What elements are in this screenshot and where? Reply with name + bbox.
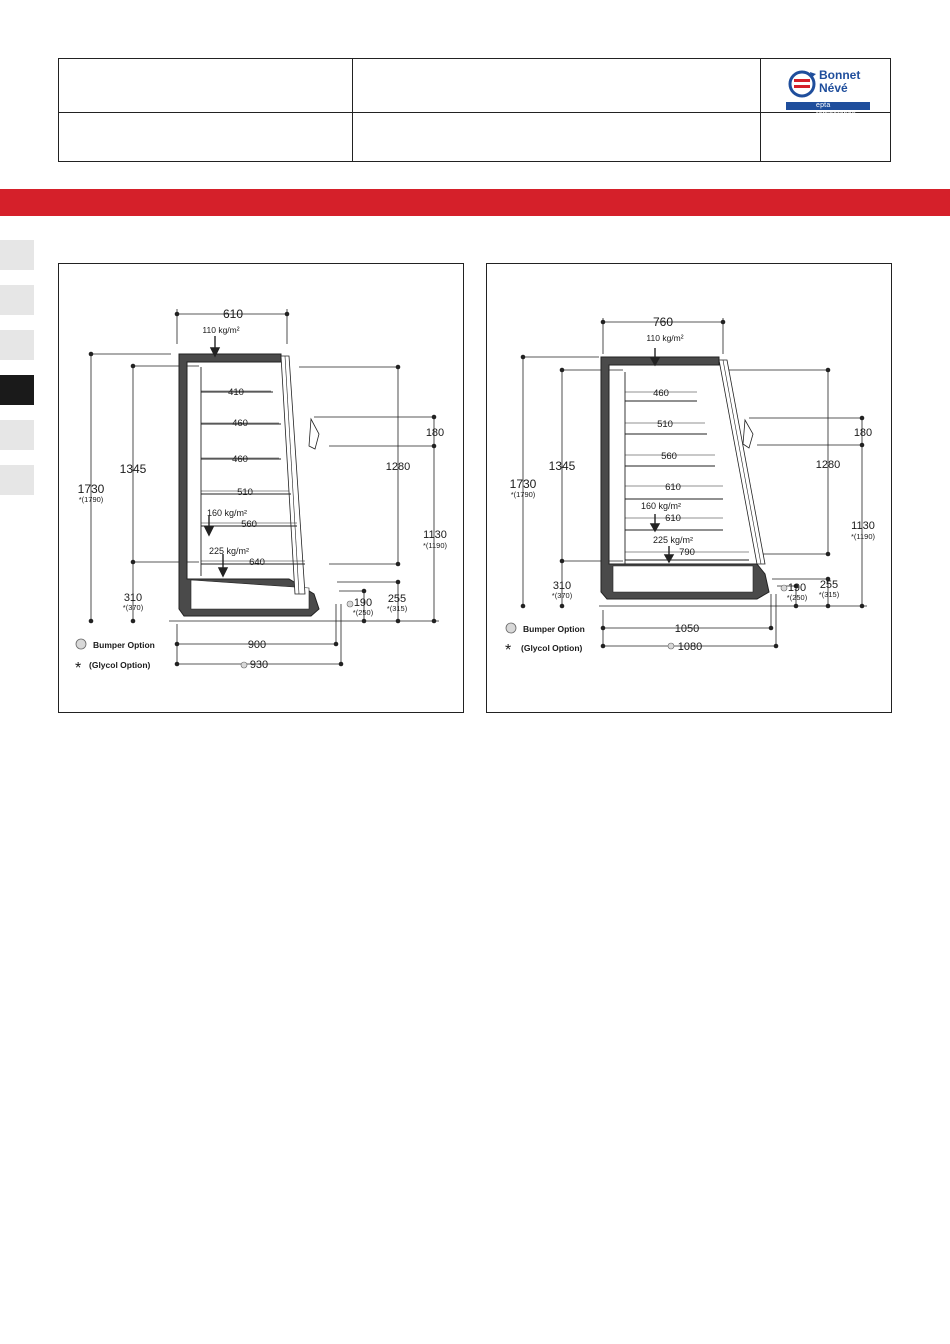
dim-depth-bumper: 1080 xyxy=(677,641,703,653)
label-mid-load: 160 kg/m² xyxy=(206,508,248,518)
dim-shelf: 460 xyxy=(653,388,669,399)
dim-shelf: 460 xyxy=(232,418,248,429)
brand-logo xyxy=(786,66,870,118)
dim-depth: 900 xyxy=(247,639,267,651)
dim-front-height: 1280 xyxy=(385,461,411,473)
dim-height-inner: 1345 xyxy=(548,459,576,473)
label-mid-load: 160 kg/m² xyxy=(640,501,682,511)
label-top-load: 110 kg/m² xyxy=(646,333,684,343)
header-table xyxy=(58,58,891,162)
dim-kick: 255 xyxy=(819,579,839,591)
side-tab[interactable] xyxy=(0,285,34,315)
dim-shelf: 410 xyxy=(228,387,244,398)
dim-shelf: 510 xyxy=(657,419,673,430)
dim-shelf: 640 xyxy=(249,557,265,568)
logo-line2: Névé xyxy=(819,81,848,95)
side-tab-active[interactable] xyxy=(0,375,34,405)
side-tab[interactable] xyxy=(0,420,34,450)
dim-front-lower-glycol: *(1190) xyxy=(850,532,876,541)
dim-depth: 1050 xyxy=(674,623,700,635)
dim-height-total-glycol: *(1790) xyxy=(510,490,536,499)
header-column-divider xyxy=(760,59,761,161)
legend-star: * xyxy=(75,660,82,677)
dim-shelf: 460 xyxy=(232,454,248,465)
dim-kick-glycol: *(315) xyxy=(386,604,408,613)
legend-glycol: (Glycol Option) xyxy=(521,643,583,653)
drawing-panel-left xyxy=(58,263,464,713)
dim-bumper-depth: 190 xyxy=(787,582,807,594)
side-tab[interactable] xyxy=(0,240,34,270)
dim-base-glycol: *(370) xyxy=(551,591,573,600)
dim-bumper-depth-glycol: *(250) xyxy=(786,593,808,602)
cabinet-section-drawing xyxy=(487,264,893,714)
logo-line1: Bonnet xyxy=(819,68,861,82)
side-tab[interactable] xyxy=(0,465,34,495)
dim-height-total-glycol: *(1790) xyxy=(78,495,104,504)
dim-canopy: 180 xyxy=(425,427,445,439)
dim-height-total: 1730 xyxy=(509,477,537,491)
dim-shelf: 610 xyxy=(665,482,681,493)
dim-height-inner: 1345 xyxy=(119,462,147,476)
dim-shelf: 790 xyxy=(679,547,695,558)
legend-bumper: Bumper Option xyxy=(93,640,155,650)
dim-base-glycol: *(370) xyxy=(122,603,144,612)
dim-front-lower-glycol: *(1190) xyxy=(422,541,448,550)
dim-kick: 255 xyxy=(387,593,407,605)
dim-shelf: 510 xyxy=(237,487,253,498)
cabinet-section-drawing xyxy=(59,264,465,714)
dim-shelf: 610 xyxy=(665,513,681,524)
header-column-divider xyxy=(352,59,353,161)
legend-star: * xyxy=(505,642,512,659)
dim-width: 610 xyxy=(222,307,244,321)
dim-bumper-depth-glycol: *(250) xyxy=(352,608,374,617)
section-band xyxy=(0,189,950,216)
legend-bumper: Bumper Option xyxy=(523,624,585,634)
logo-tagline: epta refrigeration xyxy=(816,102,856,118)
label-bottom-load: 225 kg/m² xyxy=(208,546,250,556)
dim-canopy: 180 xyxy=(853,427,873,439)
dim-base: 310 xyxy=(552,580,572,592)
dim-front-lower: 1130 xyxy=(851,520,875,532)
dim-bumper-depth: 190 xyxy=(353,597,373,609)
label-bottom-load: 225 kg/m² xyxy=(652,535,694,545)
dim-front-height: 1280 xyxy=(815,459,841,471)
legend-glycol: (Glycol Option) xyxy=(89,660,151,670)
header-row-divider xyxy=(59,112,890,113)
dim-width: 760 xyxy=(652,315,674,329)
label-top-load: 110 kg/m² xyxy=(202,325,240,335)
dim-height-total: 1730 xyxy=(77,482,105,496)
dim-kick-glycol: *(315) xyxy=(818,590,840,599)
drawing-panel-right xyxy=(486,263,892,713)
dim-shelf: 560 xyxy=(241,519,257,530)
dim-depth-bumper: 930 xyxy=(249,659,269,671)
side-tab[interactable] xyxy=(0,330,34,360)
dim-front-lower: 1130 xyxy=(423,529,447,541)
logo-mark-icon xyxy=(786,68,818,100)
dim-base: 310 xyxy=(123,592,143,604)
dim-shelf: 560 xyxy=(661,451,677,462)
